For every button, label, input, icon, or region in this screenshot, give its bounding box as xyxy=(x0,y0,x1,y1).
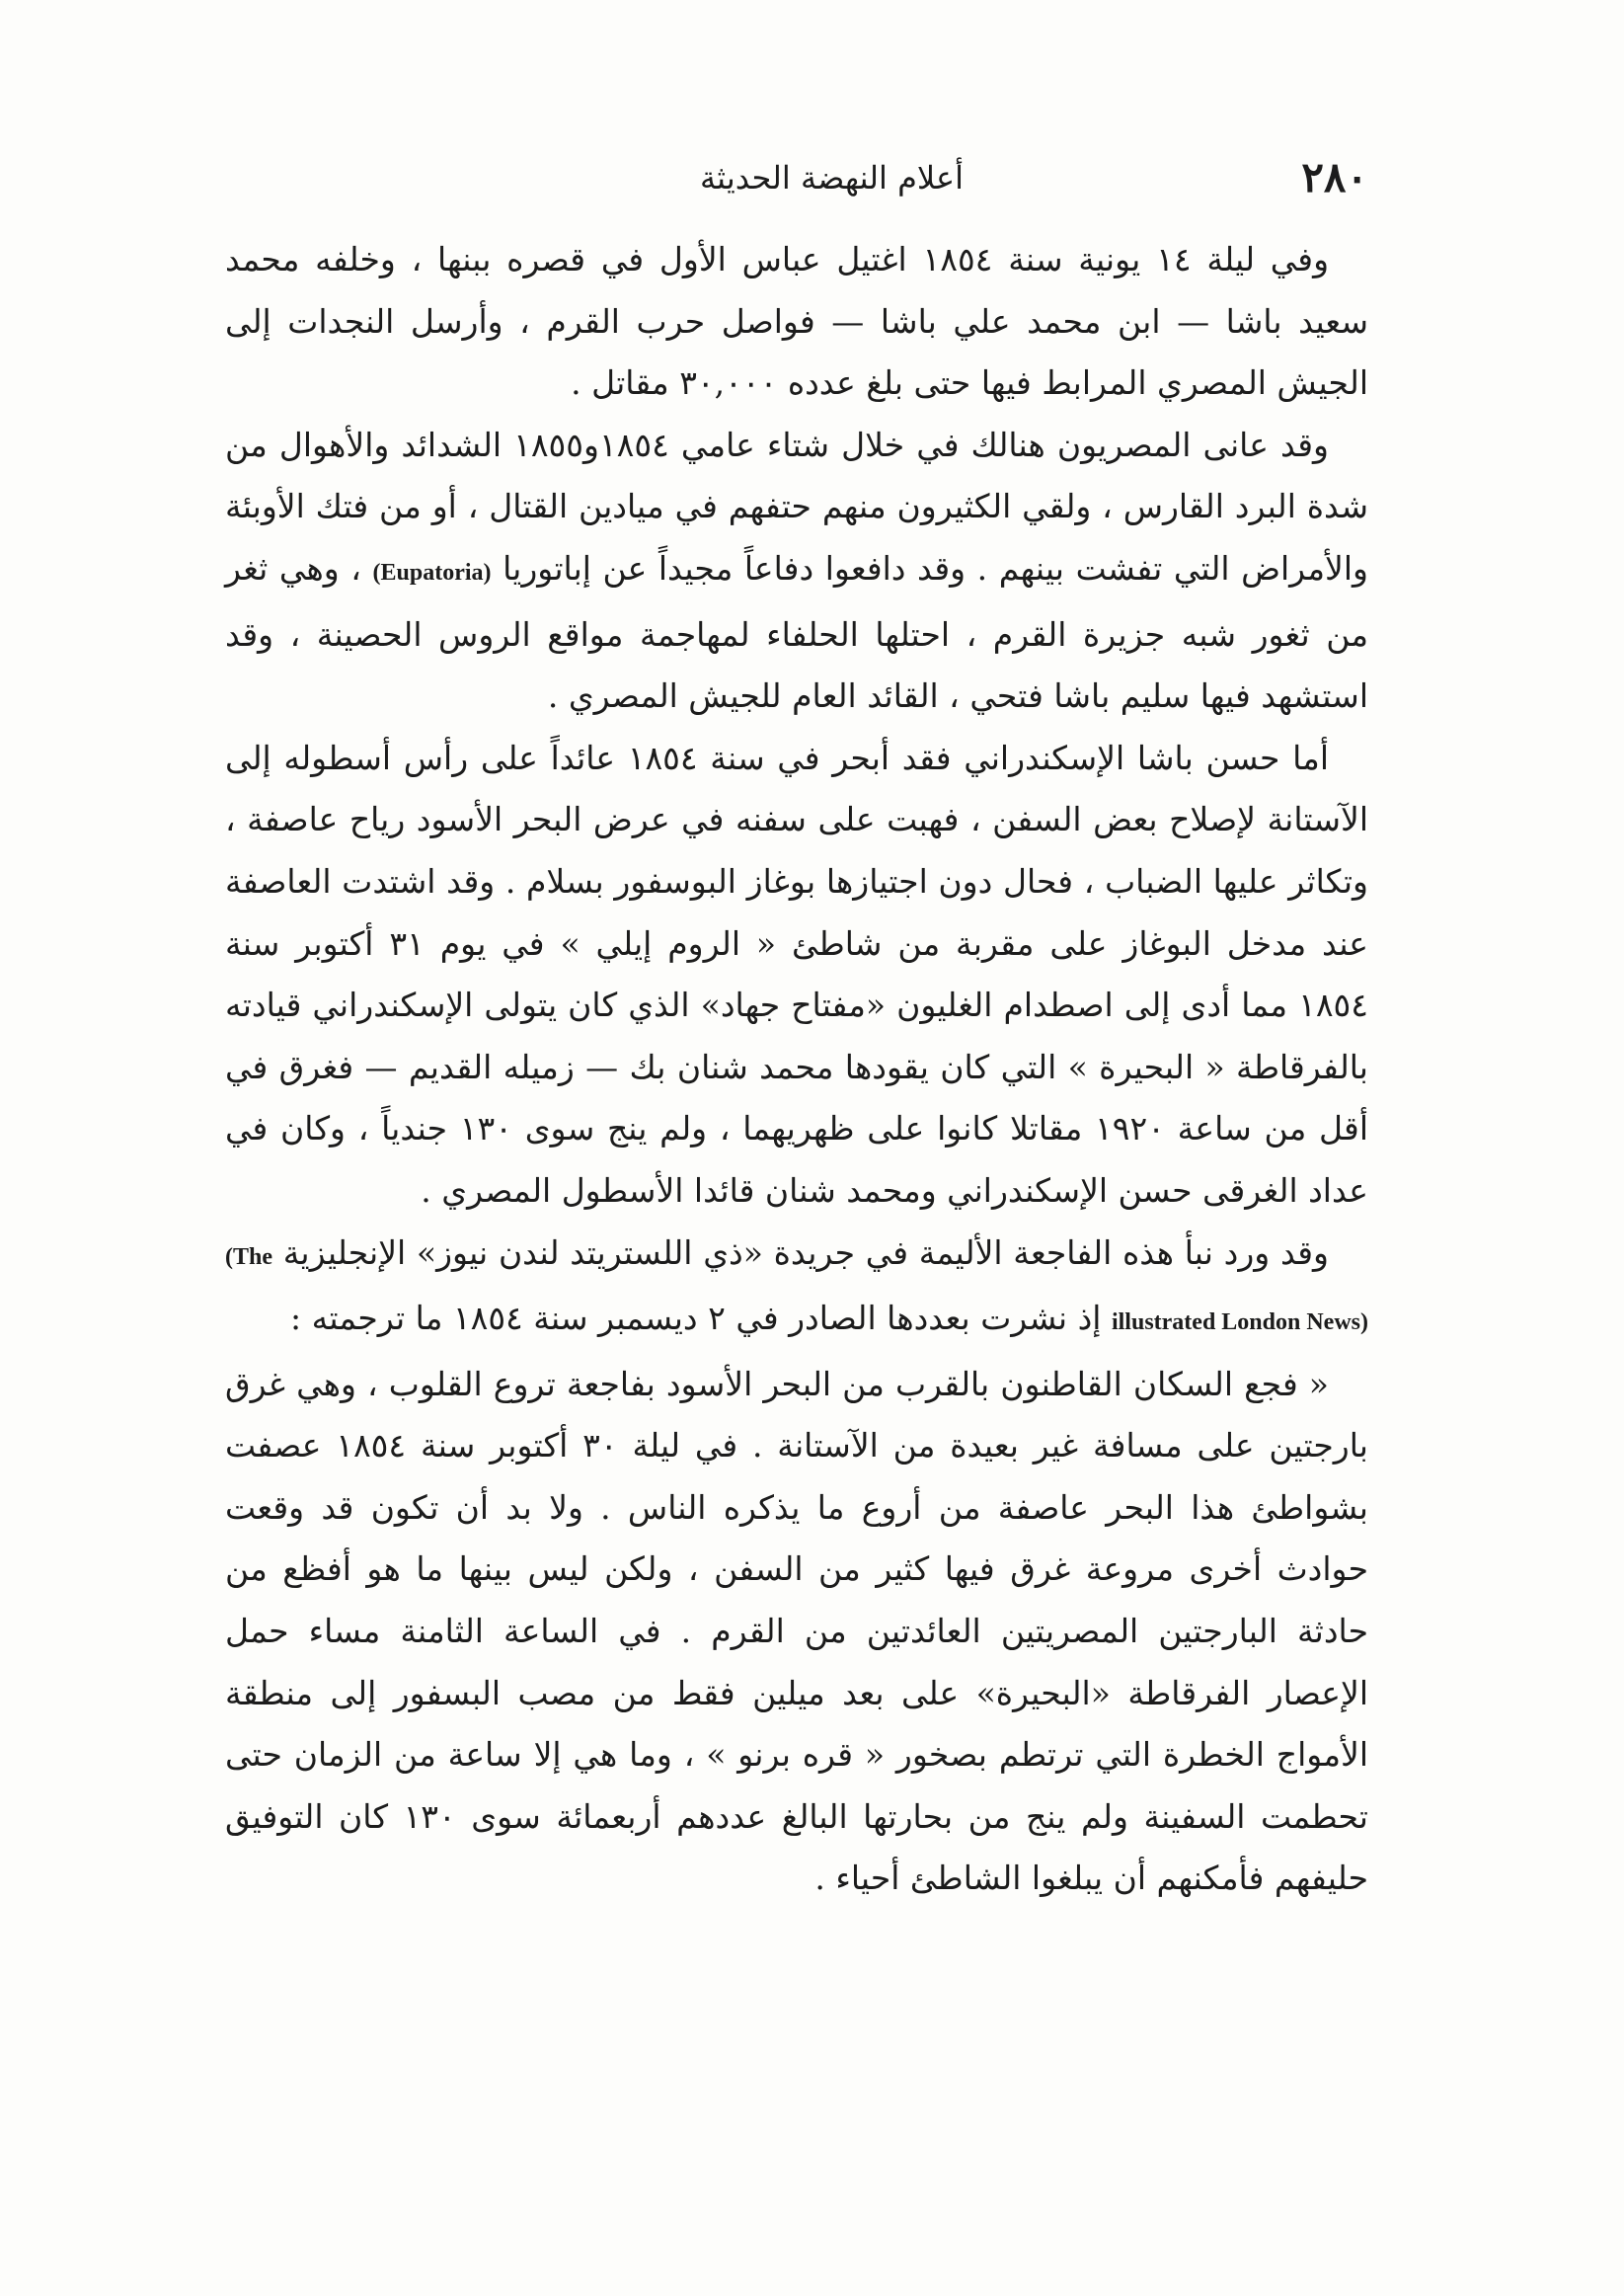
paragraph-4-part-1: وقد ورد نبأ هذه الفاجعة الأليمة في جريدة «ذي اللستريتد لندن نيوز» الإنجليزية xyxy=(282,1232,1329,1272)
running-head xyxy=(225,148,1368,207)
latin-term-newspaper: (The illustrated London News) xyxy=(225,1243,1368,1336)
paragraph-2 xyxy=(225,415,1368,728)
paragraph-4 xyxy=(225,1223,1368,1354)
running-title: أعلام النهضة الحديثة xyxy=(700,159,964,197)
quoted-translation: « فجع السكان القاطنون بالقرب من البحر الأسود بفاجعة تروع القلوب ، وهي غرق بارجتين على مسافة غير بعيدة من الآستانة . في ليلة ٣٠ أكتوبر سنة ١٨٥٤ عصفت بشواطئ هذا البحر عاصفة من أروع ما يذكره الناس . ولا بد أن تكون قد وقعت حوادث أخرى مروعة غرق فيها كثير من السفن ، ولكن ليس بينها ما هو أفظع من حادثة البارجتين المصريتين العائدتين من القرم . في الساعة الثامنة مساء حمل الإعصار الفرقاطة «البحيرة» على بعد ميلين فقط من مصب البسفور إلى منطقة الأمواج الخطرة التي ترتطم بصخور « قره برنو » ، وما هي إلا ساعة من الزمان حتى تحطمت السفينة ولم ينج من بحارتها البالغ عددهم أربعمائة سوى ١٣٠ كان التوفيق حليفهم فأمكنهم أن يبلغوا الشاطئ أحياء . xyxy=(225,1364,1368,1898)
body-text xyxy=(225,229,1368,1910)
paragraph-2-part-2: ، وهي ثغر من ثغور شبه جزيرة القرم ، احتلها الحلفاء لمهاجمة مواقع الروس الحصينة ، وقد استشهد فيها سليم باشا فتحي ، القائد العام للجيش المصري . xyxy=(225,548,1368,716)
latin-term-eupatoria: (Eupatoria) xyxy=(372,559,492,586)
paragraph-4-part-2: إذ نشرت بعددها الصادر في ٢ ديسمبر سنة ١٨٥٤ ما ترجمته : xyxy=(290,1299,1102,1338)
paragraph-3: أما حسن باشا الإسكندراني فقد أبحر في سنة ١٨٥٤ عائداً على رأس أسطوله إلى الآستانة لإصلاح بعض السفن ، فهبت على سفنه في عرض البحر الأسود رياح عاصفة ، وتكاثر عليها الضباب ، فحال دون اجتيازها بوغاز البوسفور بسلام . وقد اشتدت العاصفة عند مدخل البوغاز على مقربة من شاطئ « الروم إيلي » في يوم ٣١ أكتوبر سنة ١٨٥٤ مما أدى إلى اصطدام الغليون «مفتاح جهاد» الذي كان يتولى الإسكندراني قيادته بالفرقاطة « البحيرة » التي كان يقودها محمد شنان بك — زميله القديم — فغرق في أقل من ساعة ١٩٢٠ مقاتلا كانوا على ظهريهما ، ولم ينج سوى ١٣٠ جندياً ، وكان في عداد الغرقى حسن الإسكندراني ومحمد شنان قائدا الأسطول المصري . xyxy=(225,738,1368,1210)
page-number: ٢٨٠ xyxy=(1301,153,1368,201)
paragraph-1: وفي ليلة ١٤ يونية سنة ١٨٥٤ اغتيل عباس الأول في قصره ببنها ، وخلفه محمد سعيد باشا — ابن محمد علي باشا — فواصل حرب القرم ، وأرسل النجدات إلى الجيش المصري المرابط فيها حتى بلغ عدده ٣٠,٠٠٠ مقاتل . xyxy=(225,240,1368,403)
paragraph-2-part-1: وقد عانى المصريون هنالك في خلال شتاء عامي ١٨٥٤و١٨٥٥ الشدائد والأهوال من شدة البرد القارس ، ولقي الكثيرون منهم حتفهم في ميادين القتال ، أو من فتك الأوبئة والأمراض التي تفشت بينهم . وقد دافعوا دفاعاً مجيداً عن إباتوريا xyxy=(225,425,1368,588)
